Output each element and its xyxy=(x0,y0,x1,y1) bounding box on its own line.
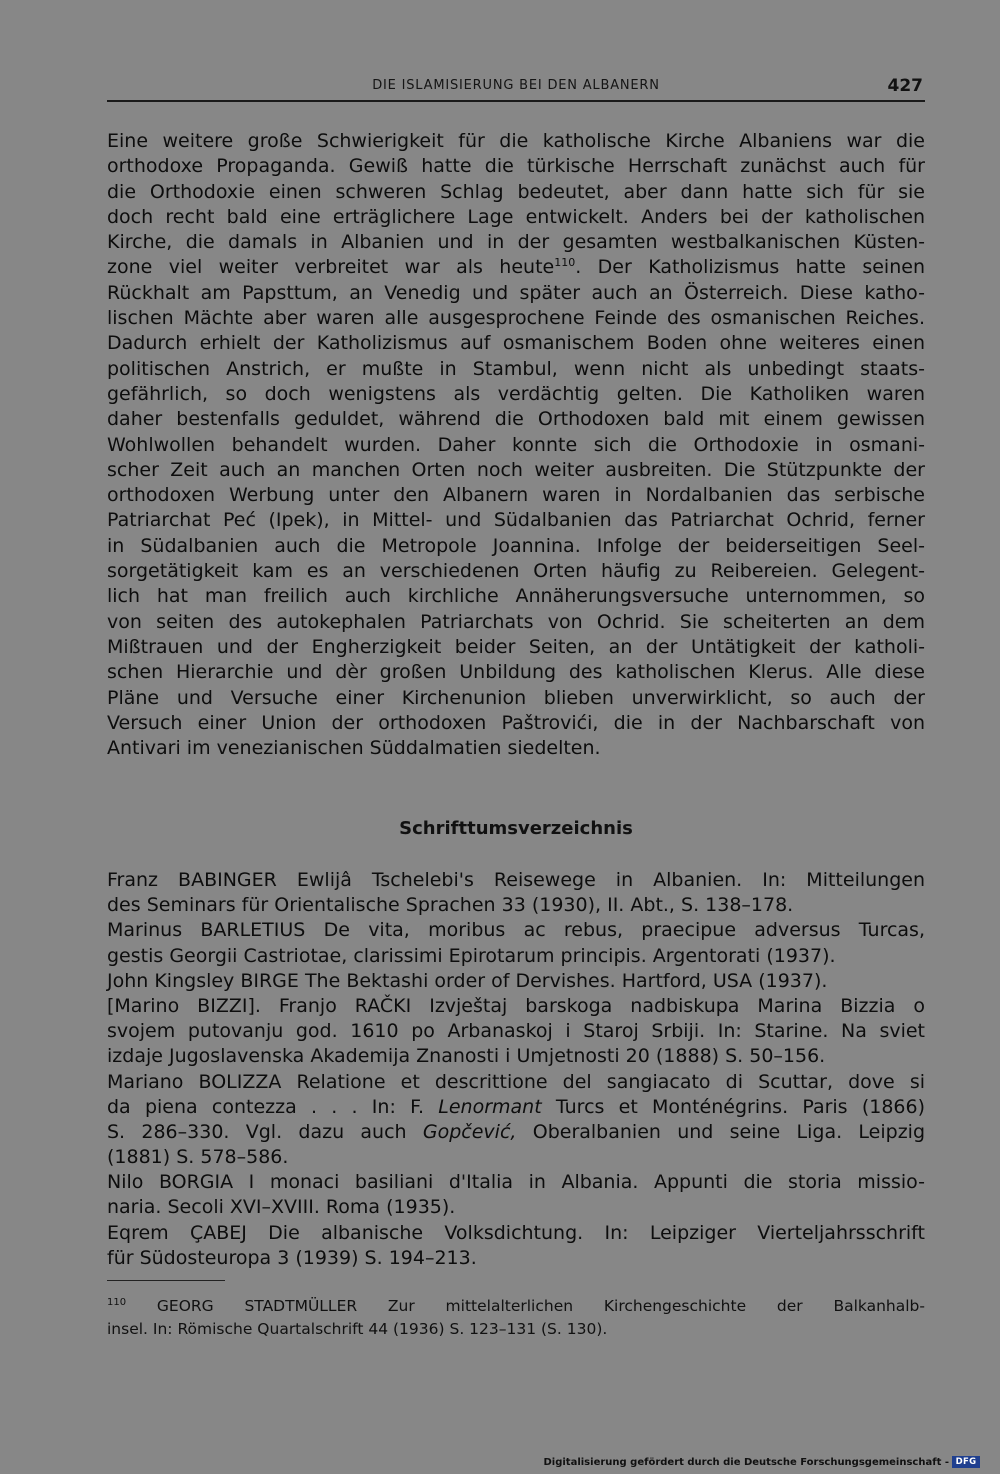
running-title: DIE ISLAMISIERUNG BEI DEN ALBANERN xyxy=(372,78,660,93)
bibliography-line xyxy=(107,1095,925,1120)
body-paragraph xyxy=(107,129,925,761)
text-segment: GEORG STADTMÜLLER Zur mittelalterlichen Kirchengeschichte der Balkanhalb- xyxy=(156,1297,925,1315)
author-name-italic: Lenormant xyxy=(438,1095,542,1118)
bibliography-line: Mariano BOLIZZA Relatione et descrittione del sangiacato di Scuttar, dove si xyxy=(107,1070,925,1093)
bibliography-line xyxy=(107,1120,925,1145)
bibliography-line: gestis Georgii Castriotae, clarissimi Epirotarum principis. Argentorati (1937). xyxy=(107,944,836,967)
text-segment: . Der Katholizismus hatte seinen xyxy=(575,256,925,279)
bibliography-line: Marinus BARLETIUS De vita, moribus ac rebus, praecipue adversus Turcas, xyxy=(107,919,925,942)
bibliography-line: John Kingsley BIRGE The Bektashi order of Dervishes. Hartford, USA (1937). xyxy=(107,969,828,992)
bibliography-list xyxy=(107,868,925,1271)
bibliography-line: Nilo BORGIA I monaci basiliani d'Italia in Albania. Appunti die storia missio- xyxy=(107,1171,925,1194)
digitization-credit xyxy=(543,1455,980,1469)
text-line: Rückhalt am Papsttum, an Venedig und später auch an Österreich. Diese katho- xyxy=(107,281,925,304)
footnote-reference[interactable]: 110 xyxy=(554,256,576,270)
bibliography-line: izdaje Jugoslavenska Akademija Znanosti i Umjetnosti 20 (1888) S. 50–156. xyxy=(107,1045,826,1068)
text-line: Pläne und Versuche einer Kirchenunion blieben unverwirklicht, so auch der xyxy=(107,686,925,709)
text-line: doch recht bald eine erträglichere Lage entwickelt. Anders bei der katholischen xyxy=(107,205,925,228)
text-segment: zone viel weiter verbreitet war als heute xyxy=(107,256,555,279)
bibliography-line: des Seminars für Orientalische Sprachen 33 (1930), II. Abt., S. 138–178. xyxy=(107,894,794,917)
footnote-rule xyxy=(107,1280,225,1281)
bibliography-line: Franz BABINGER Ewlijâ Tschelebi's Reisewege in Albanien. In: Mitteilungen xyxy=(107,869,925,891)
text-line: Dadurch erhielt der Katholizismus auf osmanischem Boden ohne weiteres einen xyxy=(107,332,925,355)
text-line: scher Zeit auch an manchen Orten noch weiter ausbreiten. Die Stützpunkte der xyxy=(107,458,925,481)
text-segment: da piena contezza . . . In: F. xyxy=(107,1095,425,1118)
running-head xyxy=(107,76,925,100)
footnote-line: insel. In: Römische Quartalschrift 44 (1936) S. 123–131 (S. 130). xyxy=(107,1320,608,1338)
bibliography-line: [Marino BIZZI]. Franjo RAČKI Izvještaj barskoga nadbiskupa Marina Bizzia o xyxy=(107,994,925,1017)
text-line: Eine weitere große Schwierigkeit für die katholische Kirche Albaniens war die xyxy=(107,130,925,152)
author-name-italic: Gopčević, xyxy=(422,1120,517,1143)
bibliography-line: svojem putovanju god. 1610 po Arbanaskoj i Staroj Srbiji. In: Starine. Na sviet xyxy=(107,1020,925,1043)
text-line: Patriarchat Peć (Ipek), in Mittel- und Südalbanien das Patriarchat Ochrid, ferner xyxy=(107,509,925,532)
text-line: in Südalbanien auch die Metropole Joannina. Infolge der beiderseitigen Seel- xyxy=(107,534,925,557)
footnote-line xyxy=(107,1295,925,1318)
text-segment: Turcs et Monténégrins. Paris (1866) xyxy=(555,1095,925,1118)
text-line: die Orthodoxie einen schweren Schlag bedeutet, aber dann hatte sich für sie xyxy=(107,180,925,203)
dfg-logo: DFG xyxy=(952,1456,980,1468)
text-line: sorgetätigkeit kam es an verschiedenen Orten häufig zu Reibereien. Gelegent- xyxy=(107,560,925,583)
text-segment: Oberalbanien und seine Liga. Leipzig xyxy=(532,1120,926,1143)
text-line: lich hat man freilich auch kirchliche Annäherungsversuche unternommen, so xyxy=(107,585,925,608)
bibliography-line: naria. Secoli XVI–XVIII. Roma (1935). xyxy=(107,1196,456,1219)
text-line: orthodoxen Werbung unter den Albanern waren in Nordalbanien das serbische xyxy=(107,484,925,507)
text-line: Kirche, die damals in Albanien und in der gesamten westbalkanischen Küsten- xyxy=(107,231,925,254)
text-line xyxy=(107,255,925,280)
text-line: Mißtrauen und der Engherzigkeit beider Seiten, an der Untätigkeit der katholi- xyxy=(107,635,925,658)
footnote-marker: 110 xyxy=(107,1297,127,1308)
text-line: politischen Anstrich, er mußte in Stambul, wenn nicht als unbedingt staats- xyxy=(107,357,925,380)
text-line: Versuch einer Union der orthodoxen Paštrovići, die in der Nachbarschaft von xyxy=(107,711,925,734)
text-line: Antivari im venezianischen Süddalmatien siedelten. xyxy=(107,737,601,760)
bibliography-line: (1881) S. 578–586. xyxy=(107,1146,289,1169)
bibliography-line: Eqrem ÇABEJ Die albanische Volksdichtung. In: Leipziger Vierteljahrsschrift xyxy=(107,1221,925,1244)
text-line: von seiten des autokephalen Patriarchats von Ochrid. Sie scheiterten an dem xyxy=(107,610,925,633)
credit-text: Digitalisierung gefördert durch die Deutsche Forschungsgemeinschaft - xyxy=(543,1456,949,1468)
section-heading: Schrifttumsverzeichnis xyxy=(399,818,633,839)
footnote xyxy=(107,1295,925,1341)
text-segment: S. 286–330. Vgl. dazu auch xyxy=(107,1120,407,1143)
text-line: gefährlich, so doch wenigstens als verdächtig gelten. Die Katholiken waren xyxy=(107,382,925,405)
text-line: schen Hierarchie und dèr großen Unbildung des katholischen Klerus. Alle diese xyxy=(107,661,925,684)
header-rule xyxy=(107,100,925,102)
page-number: 427 xyxy=(887,76,923,96)
text-line: lischen Mächte aber waren alle ausgesprochene Feinde des osmanischen Reiches. xyxy=(107,307,925,330)
text-line: orthodoxe Propaganda. Gewiß hatte die türkische Herrschaft zunächst auch für xyxy=(107,155,925,178)
bibliography-line: für Südosteuropa 3 (1939) S. 194–213. xyxy=(107,1246,477,1269)
text-line: daher bestenfalls geduldet, während die Orthodoxen bald mit einem gewissen xyxy=(107,408,925,431)
text-line: Wohlwollen behandelt wurden. Daher konnte sich die Orthodoxie in osmani- xyxy=(107,433,925,456)
